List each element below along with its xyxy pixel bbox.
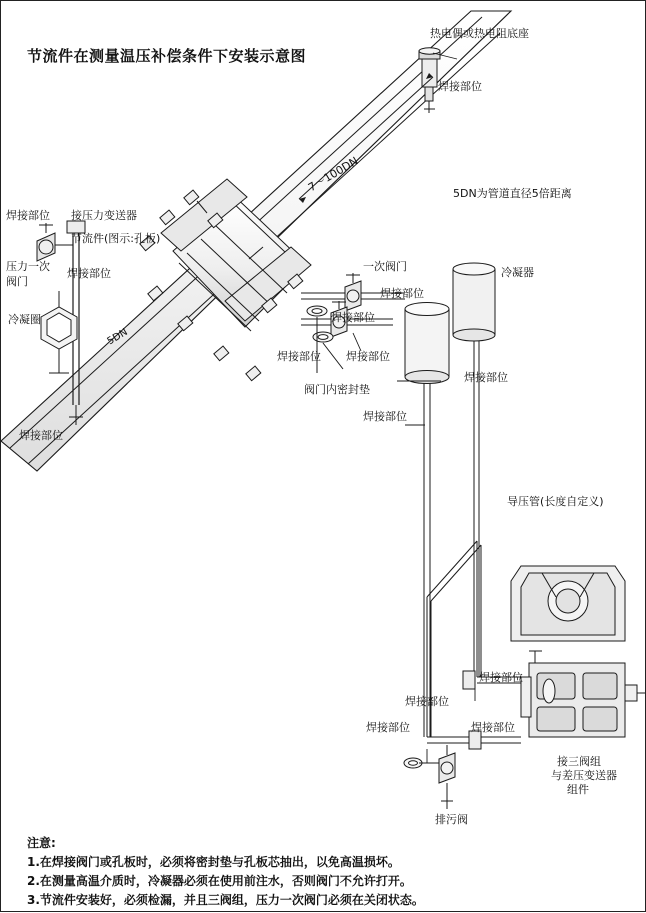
notes-heading: 注意: <box>27 836 56 850</box>
label-weld-left-mid: 焊接部位 <box>67 267 111 280</box>
label-impulse-pipe: 导压管(长度自定义) <box>507 495 604 508</box>
label-weld-center-b: 焊接部位 <box>277 350 321 363</box>
label-weld-center-a: 焊接部位 <box>331 311 375 324</box>
label-thermocouple-base: 热电偶或热电阻底座 <box>430 27 529 40</box>
label-condensate-coil: 冷凝圈 <box>8 313 41 326</box>
label-three-valve-group-line3: 组件 <box>567 783 589 796</box>
label-three-valve-group-line2: 与差压变送器 <box>551 769 617 782</box>
label-weld-bottom-d: 焊接部位 <box>471 721 515 734</box>
label-valve-inner-seal: 阀门内密封垫 <box>304 383 370 396</box>
notes-line-1: 1.在焊接阀门或孔板时，必须将密封垫与孔板芯抽出，以免高温损坏。 <box>27 855 400 869</box>
leader-lines <box>353 53 475 763</box>
label-orifice-plate: 节流件(图示:孔板) <box>71 232 161 245</box>
label-weld-left-bottom: 焊接部位 <box>19 429 63 442</box>
label-pressure-primary-valve-line2: 阀门 <box>6 275 28 288</box>
page-title: 节流件在测量温压补偿条件下安装示意图 <box>27 47 307 65</box>
notes-line-3: 3.节流件安装好，必须检漏，并且三阀组，压力一次阀门必须在关闭状态。 <box>27 893 424 907</box>
condensate-coil <box>41 291 77 373</box>
label-pressure-primary-valve-line1: 压力一次 <box>6 260 50 273</box>
notes-line-2: 2.在测量高温介质时，冷凝器必须在使用前注水，否则阀门不允许打开。 <box>27 874 412 888</box>
label-weld-bottom-b: 焊接部位 <box>405 695 449 708</box>
label-weld-1: 焊接部位 <box>438 80 482 93</box>
label-5dn-note: 5DN为管道直径5倍距离 <box>453 187 572 200</box>
label-primary-valve: 一次阀门 <box>363 260 407 273</box>
label-three-valve-group-line1: 接三阀组 <box>557 755 601 768</box>
label-distance-7-100dn: 7～100DN <box>306 154 361 195</box>
label-weld-left-top: 焊接部位 <box>6 209 50 222</box>
label-weld-center-c: 焊接部位 <box>346 350 390 363</box>
label-weld-condenser: 焊接部位 <box>464 371 508 384</box>
label-weld-bottom-c: 焊接部位 <box>366 721 410 734</box>
dp-transmitter <box>511 566 645 737</box>
drain-valve <box>404 745 455 809</box>
label-weld-down-pipe: 焊接部位 <box>363 410 407 423</box>
label-pressure-transmitter: 接压力变送器 <box>71 209 137 222</box>
label-drain-valve: 排污阀 <box>435 813 468 826</box>
label-weld-near-valve: 焊接部位 <box>380 287 424 300</box>
label-5dn: 5DN <box>105 326 130 348</box>
technical-drawing <box>1 1 646 913</box>
notes-block <box>27 834 424 910</box>
label-weld-bottom-a: 焊接部位 <box>479 671 523 684</box>
condenser-rear <box>453 263 495 677</box>
primary-valve-upper <box>345 273 361 311</box>
label-condenser: 冷凝器 <box>501 266 534 279</box>
